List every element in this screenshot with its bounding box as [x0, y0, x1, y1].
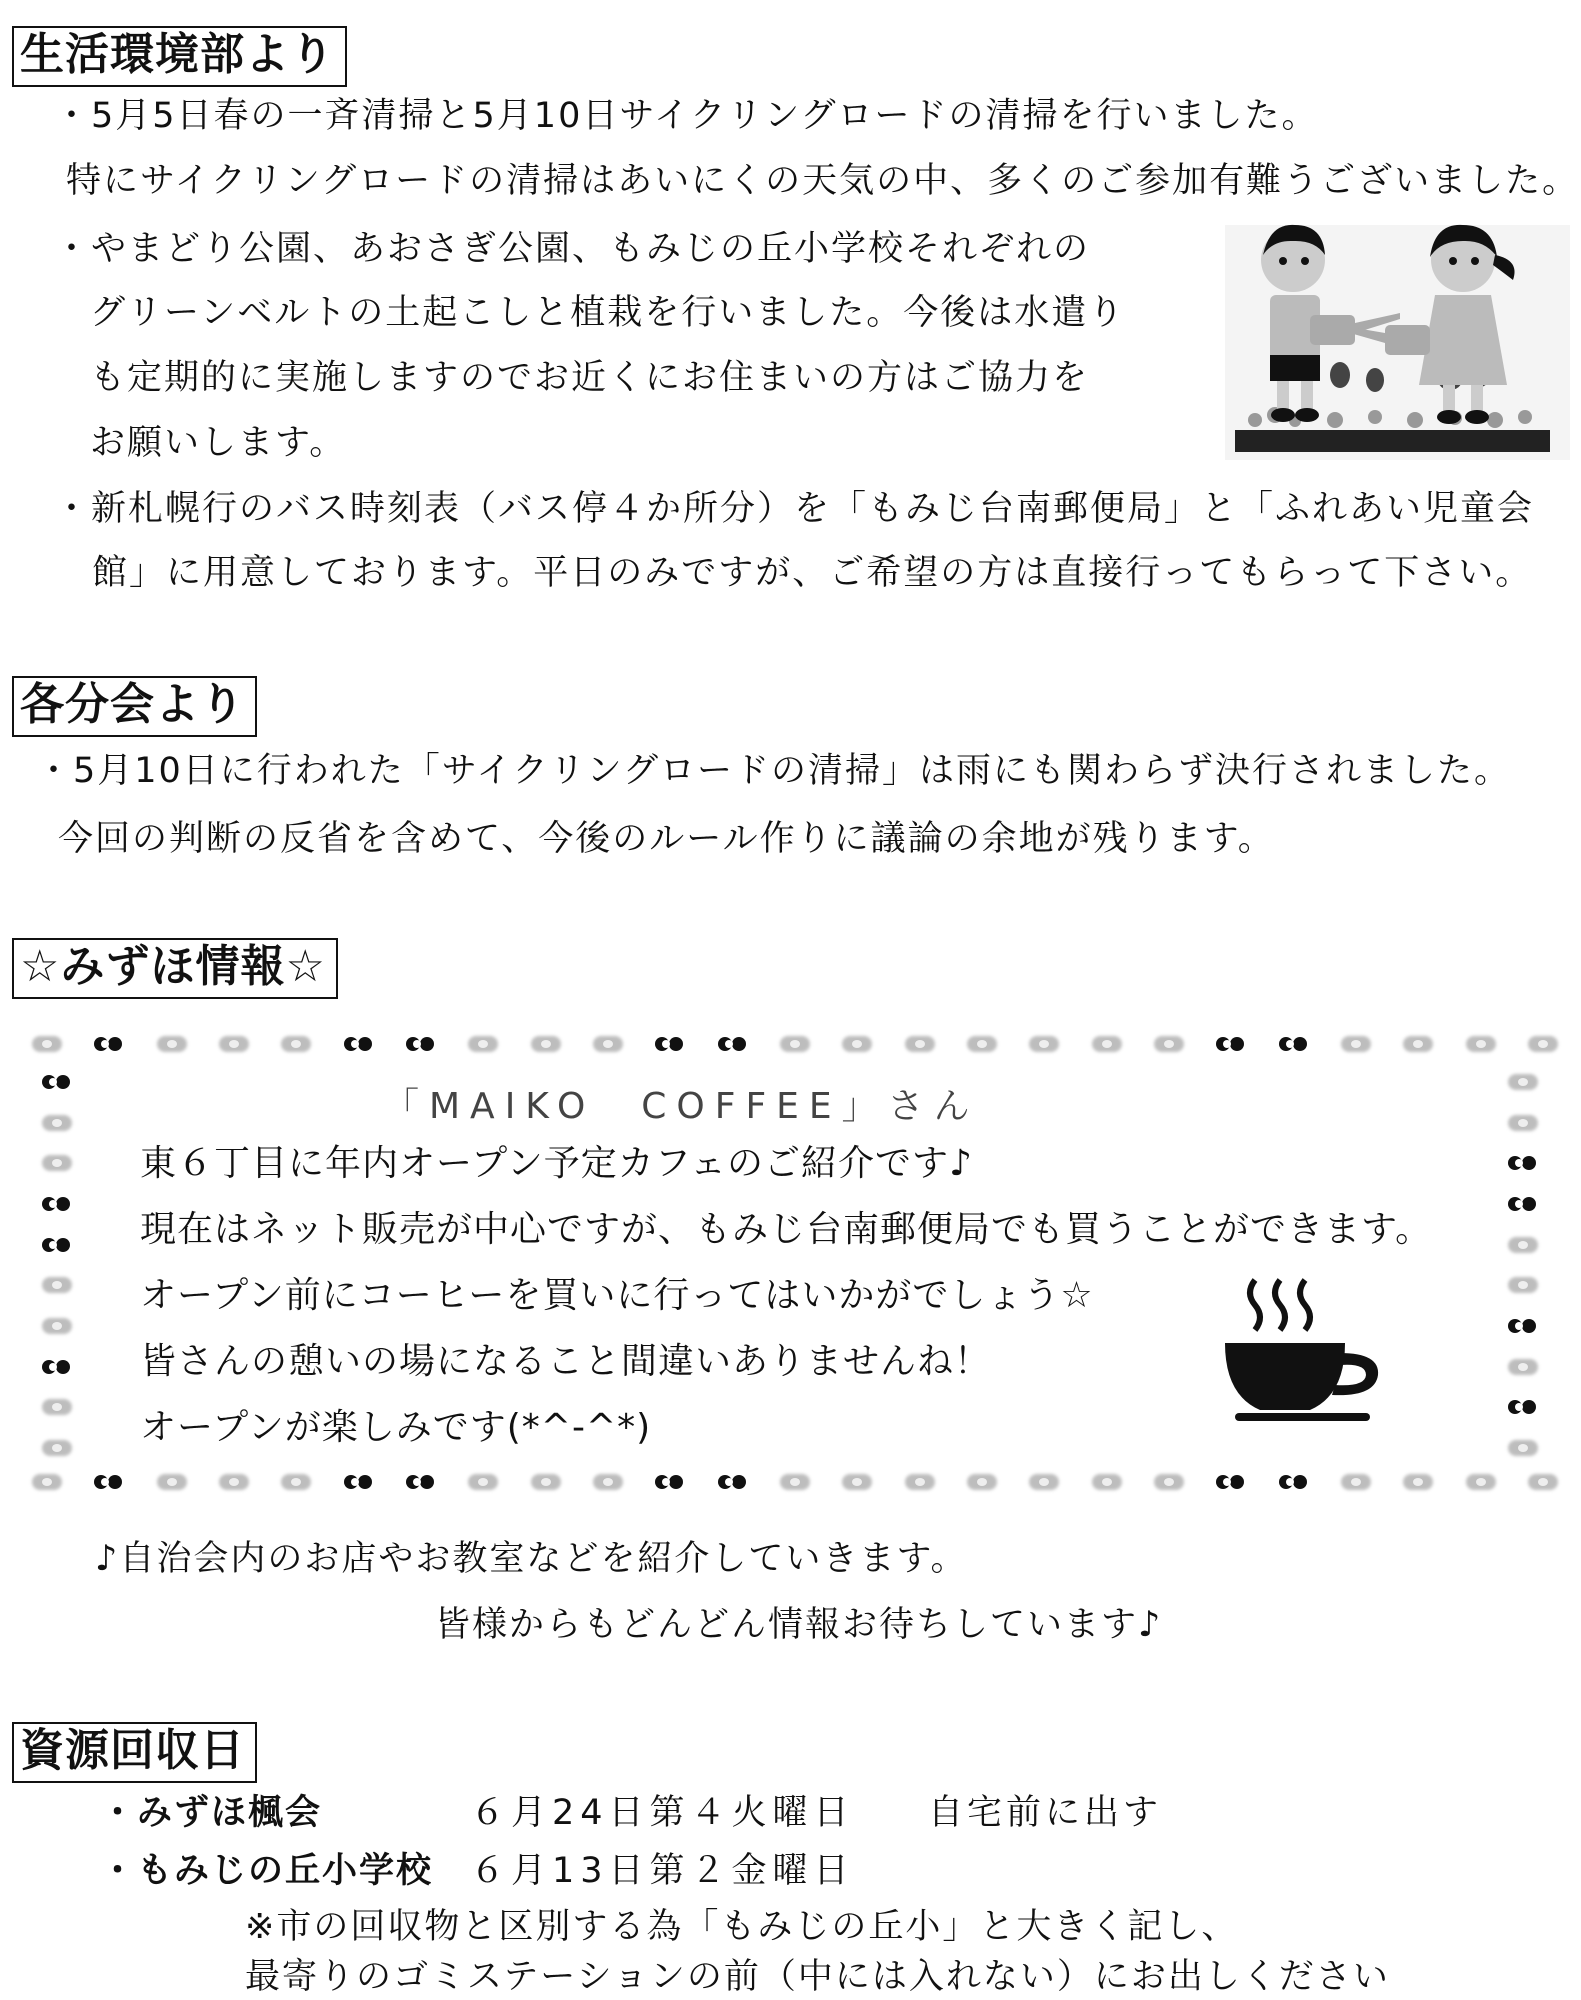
after-line-2: 皆様からもどんどん情報お待ちしています♪ [435, 1605, 1163, 1645]
section1-line-1: ・5月5日春の一斉清掃と5月10日サイクリングロードの清掃を行いました。 [54, 96, 1319, 136]
recycle-note-1: ※市の回収物と区別する為「もみじの丘小」と大きく記し、 [245, 1907, 1239, 1947]
section-heading-branches: 各分会より [12, 676, 257, 737]
box-line-2: 現在はネット販売が中心ですが、もみじ台南郵便局でも買うことができます。 [140, 1209, 1433, 1250]
recycle-note-2: 最寄りのゴミステーションの前（中には入れない）にお出しください [245, 1957, 1390, 1997]
section2-line-2: 今回の判断の反省を含めて、今後のルール作りに議論の余地が残ります。 [58, 819, 1275, 859]
section1-line-2: 特にサイクリングロードの清掃はあいにくの天気の中、多くのご参加有難うございました。 [66, 161, 1580, 201]
box-line-3: オープン前にコーヒーを買いに行ってはいかがでしょう☆ [140, 1275, 1094, 1316]
recycle-row-1-note: 自宅前に出す [928, 1793, 1163, 1833]
coffee-cup-icon [1220, 1275, 1390, 1425]
box-line-5: オープンが楽しみです(*^-^*) [140, 1407, 652, 1448]
section1-line-7: ・新札幌行のバス時刻表（バス停４か所分）を「もみじ台南郵便局」と「ふれあい児童会 [54, 489, 1535, 529]
children-watering-icon [1225, 215, 1570, 460]
section1-line-6: お願いします。 [90, 423, 347, 463]
section-heading-environment: 生活環境部より [12, 26, 347, 87]
recycle-row-1-date: ６月24日第４火曜日 [470, 1793, 855, 1833]
recycle-row-2-date: ６月13日第２金曜日 [470, 1851, 855, 1891]
box-line-4: 皆さんの憩いの場になること間違いありませんね！ [140, 1341, 992, 1382]
section-heading-recycling: 資源回収日 [12, 1722, 257, 1783]
section1-line-4: グリーンベルトの土起こしと植栽を行いました。今後は水遣り [90, 293, 1126, 333]
recycle-row-1-name: ・みずほ楓会 [100, 1793, 323, 1833]
section1-line-5: も定期的に実施しますのでお近くにお住まいの方はご協力を [90, 358, 1090, 398]
section1-line-8: 館」に用意しております。平日のみですが、ご希望の方は直接行ってもらって下さい。 [92, 553, 1533, 593]
section1-line-3: ・やまどり公園、あおさぎ公園、もみじの丘小学校それぞれの [54, 229, 1091, 269]
shop-name: 「MAIKO COFFEE」さん [383, 1086, 980, 1127]
box-line-1: 東６丁目に年内オープン予定カフェのご紹介です♪ [140, 1143, 973, 1184]
section-heading-mizuho-info: ☆みずほ情報☆ [12, 938, 338, 999]
after-line-1: ♪自治会内のお店やお教室などを紹介していきます。 [95, 1539, 968, 1579]
section2-line-1: ・5月10日に行われた「サイクリングロードの清掃」は雨にも関わらず決行されました。 [36, 751, 1511, 791]
recycle-row-2-name: ・もみじの丘小学校 [100, 1851, 434, 1891]
